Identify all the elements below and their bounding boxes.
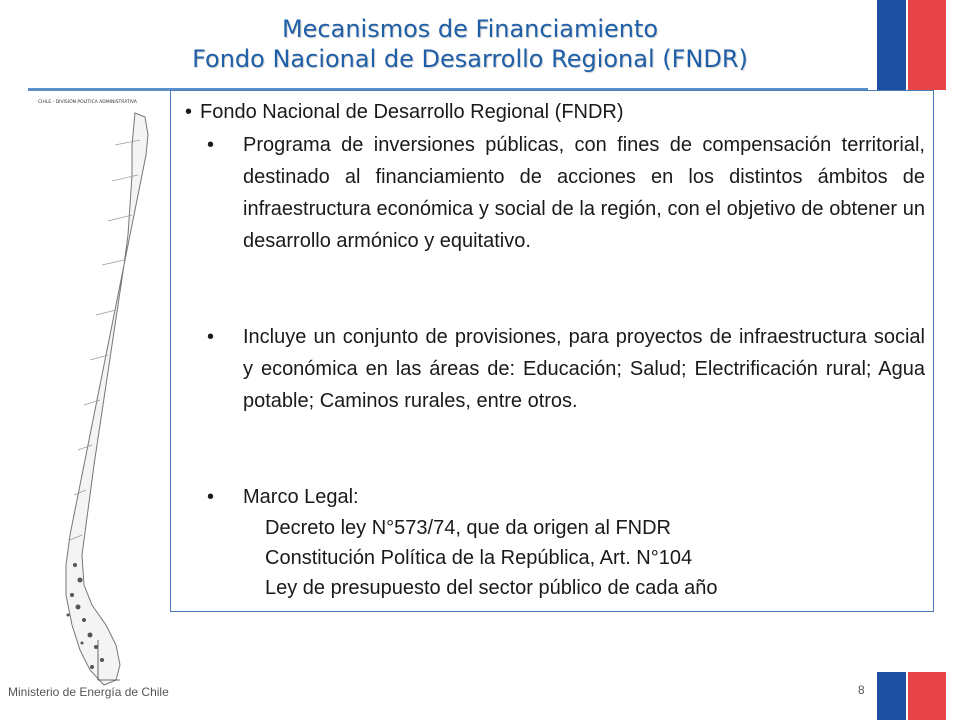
bullet-icon: • xyxy=(207,134,215,156)
legal-line: Constitución Política de la República, Art. N°104 xyxy=(265,547,693,569)
slide-title xyxy=(40,14,900,74)
list-item xyxy=(207,129,925,257)
list-item xyxy=(207,321,925,417)
title-line-1: Mecanismos de Financiamiento xyxy=(281,15,659,43)
list-item xyxy=(207,481,925,513)
bullet-icon: • xyxy=(207,486,215,508)
footer-ministry: Ministerio de Energía de Chile xyxy=(8,685,169,699)
title-line-2: Fondo Nacional de Desarrollo Regional (FNDR) xyxy=(192,45,748,73)
map-caption: CHILE - DIVISIÓN POLÍTICA ADMINISTRATIVA xyxy=(38,100,137,105)
bullet-icon: • xyxy=(185,101,193,123)
flag-decoration-top xyxy=(877,0,946,90)
main-bullet-text: Fondo Nacional de Desarrollo Regional (FNDR) xyxy=(200,101,624,123)
flag-decoration-bottom xyxy=(877,672,946,720)
list-item-text: Incluye un conjunto de provisiones, para proyectos de infraestructura social y económica en las áreas de: Educación; Salud; Electrificación rural; Agua potable; Caminos rurales, entre otros. xyxy=(243,326,925,412)
main-bullet xyxy=(185,99,624,125)
legal-line: Decreto ley N°573/74, que da origen al FNDR xyxy=(265,517,671,539)
content-box xyxy=(170,90,934,612)
bullet-icon: • xyxy=(207,326,215,348)
chile-map-image xyxy=(20,95,170,690)
list-item-text: Marco Legal: xyxy=(243,486,359,508)
list-item-text: Programa de inversiones públicas, con fines de compensación territorial, destinado al financiamiento de acciones en los distintos ámbitos de infraestructura económica y social de la región, con el objetivo de obtener un desarrollo armónico y equitativo. xyxy=(243,134,925,252)
legal-line: Ley de presupuesto del sector público de cada año xyxy=(265,577,718,599)
page-number: 8 xyxy=(858,683,865,697)
